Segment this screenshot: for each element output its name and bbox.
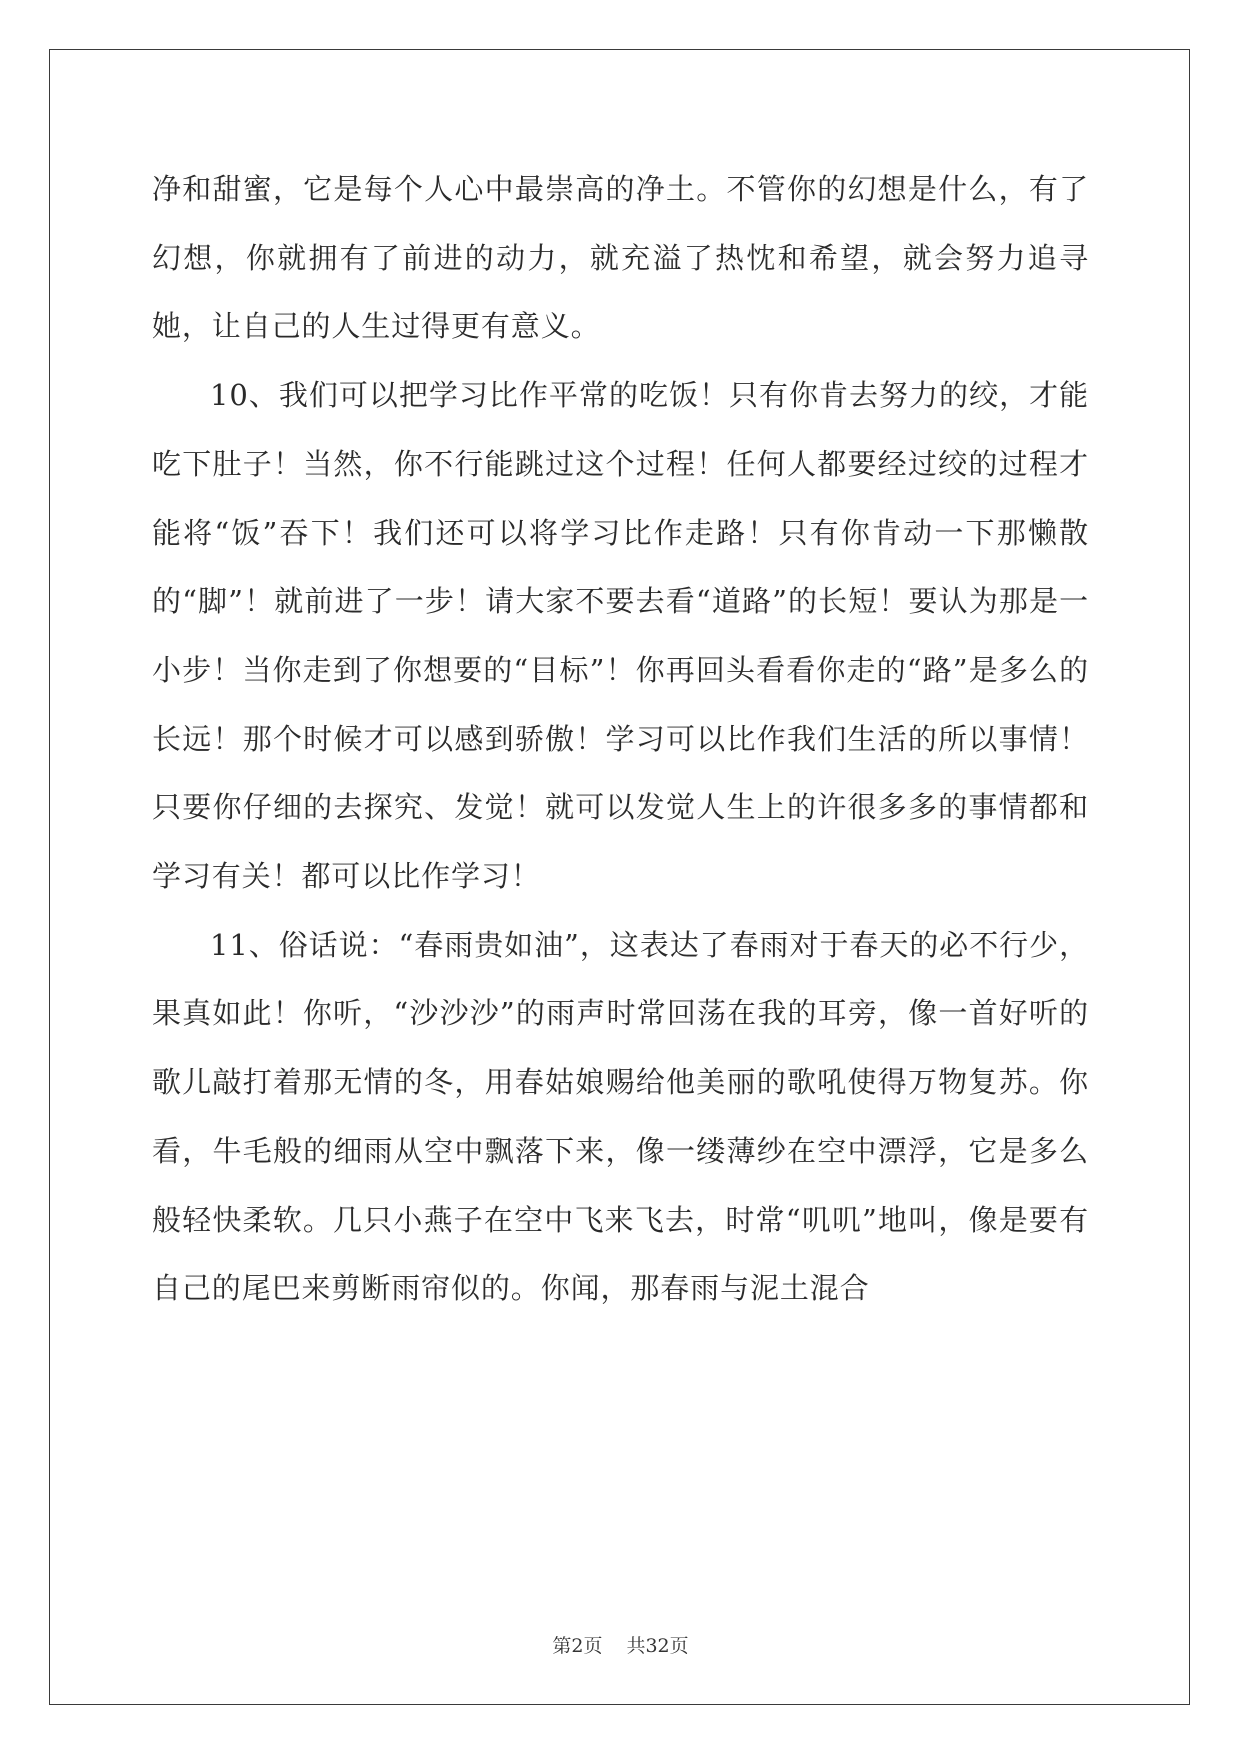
paragraph-item-10: 10、我们可以把学习比作平常的吃饭！只有你肯去努力的绞，才能吃下肚子！当然，你不行能跳过这个过程！任何人都要经过绞的过程才能将“饭”吞下！我们还可以将学习比作走路！只有你肯动一下那懒散的“脚”！就前进了一步！请大家不要去看“道路”的长短！要认为那是一小步！当你走到了你想要的“目标”！你再回头看看你走的“路”是多么的长远！那个时候才可以感到骄傲！学习可以比作我们生活的所以事情！只要你仔细的去探究、发觉！就可以发觉人生上的许很多多的事情都和学习有关！都可以比作学习！: [152, 378, 1089, 894]
paragraph-item-11: 11、俗话说：“春雨贵如油”，这表达了春雨对于春天的必不行少，果真如此！你听，“沙沙沙”的雨声时常回荡在我的耳旁，像一首好听的歌儿敲打着那无情的冬，用春姑娘赐给他美丽的歌吼使得万物复苏。你看，牛毛般的细雨从空中飘落下来，像一缕薄纱在空中漂浮，它是多么般轻快柔软。几只小燕子在空中飞来飞去，时常“叽叽”地叫，像是要有自己的尾巴来剪断雨帘似的。你闻，那春雨与泥土混合: [152, 927, 1089, 1306]
page-footer: [0, 1631, 1241, 1658]
page-total: 共32页: [626, 1635, 689, 1657]
document-body: [152, 155, 1089, 1323]
paragraph-continuation: 净和甜蜜，它是每个人心中最崇高的净土。不管你的幻想是什么，有了幻想，你就拥有了前进的动力，就充溢了热忱和希望，就会努力追寻她，让自己的人生过得更有意义。: [152, 172, 1089, 344]
page-number: 第2页: [552, 1635, 603, 1657]
